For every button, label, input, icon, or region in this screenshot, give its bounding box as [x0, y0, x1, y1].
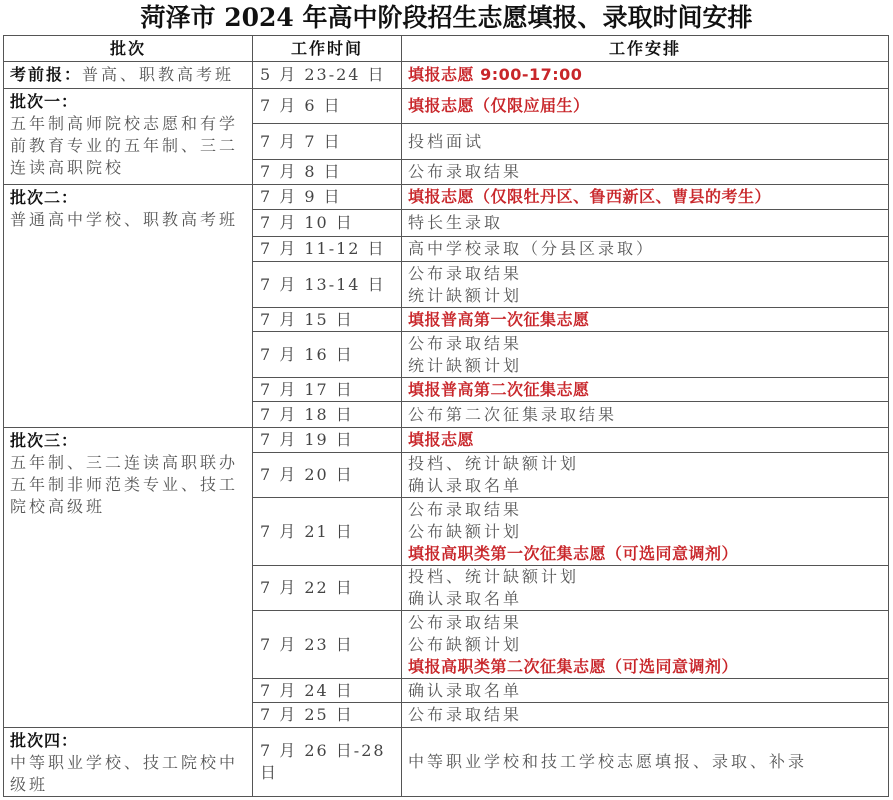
date-cell: 7 月 10 日	[253, 210, 402, 237]
header-time: 工作时间	[253, 36, 402, 62]
task-line-highlight: 填报志愿（仅限应届生）	[408, 96, 590, 115]
date-cell: 7 月 18 日	[253, 402, 402, 428]
date-cell: 7 月 8 日	[253, 160, 402, 185]
task-cell	[402, 185, 889, 210]
task-cell	[402, 210, 889, 237]
date-cell: 7 月 20 日	[253, 453, 402, 498]
task-cell	[402, 428, 889, 453]
header-task: 工作安排	[402, 36, 889, 62]
task-line: 特长生录取	[408, 213, 504, 232]
table-row	[4, 185, 889, 210]
date-cell: 7 月 9 日	[253, 185, 402, 210]
batch-desc: 五年制、三二连读高职联办五年制非师范类专业、技工院校高级班	[10, 453, 239, 516]
task-cell	[402, 611, 889, 679]
task-line: 投档面试	[408, 131, 485, 151]
batch-cell-one	[4, 89, 253, 185]
task-cell	[402, 262, 889, 308]
task-line: 高中学校录取（分县区录取）	[408, 239, 656, 258]
task-cell	[402, 679, 889, 703]
batch-desc: 普高、职教高考班	[82, 65, 235, 84]
date-cell: 7 月 21 日	[253, 498, 402, 566]
table-row	[4, 428, 889, 453]
task-line: 中等职业学校和技工学校志愿填报、录取、补录	[408, 752, 808, 771]
date-cell: 7 月 7 日	[253, 124, 402, 160]
task-cell	[402, 498, 889, 566]
task-cell	[402, 332, 889, 378]
task-cell	[402, 237, 889, 262]
date-cell: 7 月 24 日	[253, 679, 402, 703]
task-line: 公布第二次征集录取结果	[408, 404, 618, 424]
task-line: 统计缺额计划	[408, 355, 523, 375]
batch-label: 考前报：	[10, 65, 83, 84]
batch-label: 批次二：	[10, 188, 79, 207]
date-cell: 7 月 6 日	[253, 89, 402, 124]
task-line-highlight: 填报高职类第二次征集志愿（可选同意调剂）	[408, 656, 739, 676]
task-line: 公布缺额计划	[408, 634, 523, 654]
batch-label: 批次三：	[10, 431, 79, 450]
task-line: 统计缺额计划	[408, 285, 523, 305]
date-cell: 7 月 16 日	[253, 332, 402, 378]
task-cell	[402, 124, 889, 160]
table-row	[4, 728, 889, 797]
task-line: 确认录取名单	[408, 476, 523, 495]
date-cell: 7 月 22 日	[253, 566, 402, 611]
task-line: 公布录取结果	[408, 499, 523, 519]
batch-label: 批次一：	[10, 92, 79, 111]
task-cell	[402, 160, 889, 185]
date-cell: 5 月 23-24 日	[253, 62, 402, 89]
task-line: 公布录取结果	[408, 612, 523, 632]
task-cell	[402, 89, 889, 124]
task-cell	[402, 308, 889, 332]
page-title: 菏泽市 2024 年高中阶段招生志愿填报、录取时间安排	[140, 3, 753, 32]
task-cell	[402, 703, 889, 728]
task-line: 投档、统计缺额计划	[408, 567, 580, 586]
date-cell: 7 月 11-12 日	[253, 237, 402, 262]
task-line: 公布录取结果	[408, 705, 523, 724]
task-line: 填报志愿 9:00-17:00	[408, 65, 583, 84]
task-line-highlight: 填报高职类第一次征集志愿（可选同意调剂）	[408, 543, 739, 563]
task-line: 公布缺额计划	[408, 521, 523, 541]
task-cell	[402, 62, 889, 89]
date-cell: 7 月 26 日-28 日	[253, 728, 402, 797]
task-cell	[402, 728, 889, 797]
date-cell: 7 月 23 日	[253, 611, 402, 679]
batch-desc: 五年制高师院校志愿和有学前教育专业的五年制、三二连读高职院校	[10, 114, 239, 177]
date-cell: 7 月 15 日	[253, 308, 402, 332]
task-line: 公布录取结果	[408, 162, 523, 181]
date-cell: 7 月 25 日	[253, 703, 402, 728]
batch-label: 批次四：	[10, 731, 79, 750]
task-cell	[402, 378, 889, 402]
batch-cell-three	[4, 428, 253, 728]
batch-cell-four	[4, 728, 253, 797]
date-cell: 7 月 13-14 日	[253, 262, 402, 308]
task-line: 公布录取结果	[408, 263, 523, 283]
date-cell: 7 月 17 日	[253, 378, 402, 402]
task-line: 确认录取名单	[408, 680, 523, 700]
task-cell	[402, 453, 889, 498]
task-line-highlight: 填报普高第一次征集志愿	[408, 309, 590, 329]
task-line-highlight: 填报志愿（仅限牡丹区、鲁西新区、曹县的考生）	[408, 187, 772, 206]
task-line: 投档、统计缺额计划	[408, 454, 580, 473]
task-line: 公布录取结果	[408, 333, 523, 353]
batch-cell-two	[4, 185, 253, 428]
batch-cell-pre-exam	[4, 62, 253, 89]
task-cell	[402, 402, 889, 428]
table-row	[4, 89, 889, 124]
header-batch: 批次	[4, 36, 253, 62]
table-row-pre-exam	[4, 62, 889, 89]
batch-desc: 普通高中学校、职教高考班	[10, 210, 239, 229]
task-line-highlight: 填报志愿	[408, 430, 475, 449]
table-header-row	[4, 36, 889, 62]
task-line-highlight: 填报普高第二次征集志愿	[408, 379, 590, 399]
date-cell: 7 月 19 日	[253, 428, 402, 453]
schedule-table	[3, 35, 889, 797]
task-line: 确认录取名单	[408, 589, 523, 608]
batch-desc: 中等职业学校、技工院校中级班	[10, 753, 239, 794]
task-cell	[402, 566, 889, 611]
